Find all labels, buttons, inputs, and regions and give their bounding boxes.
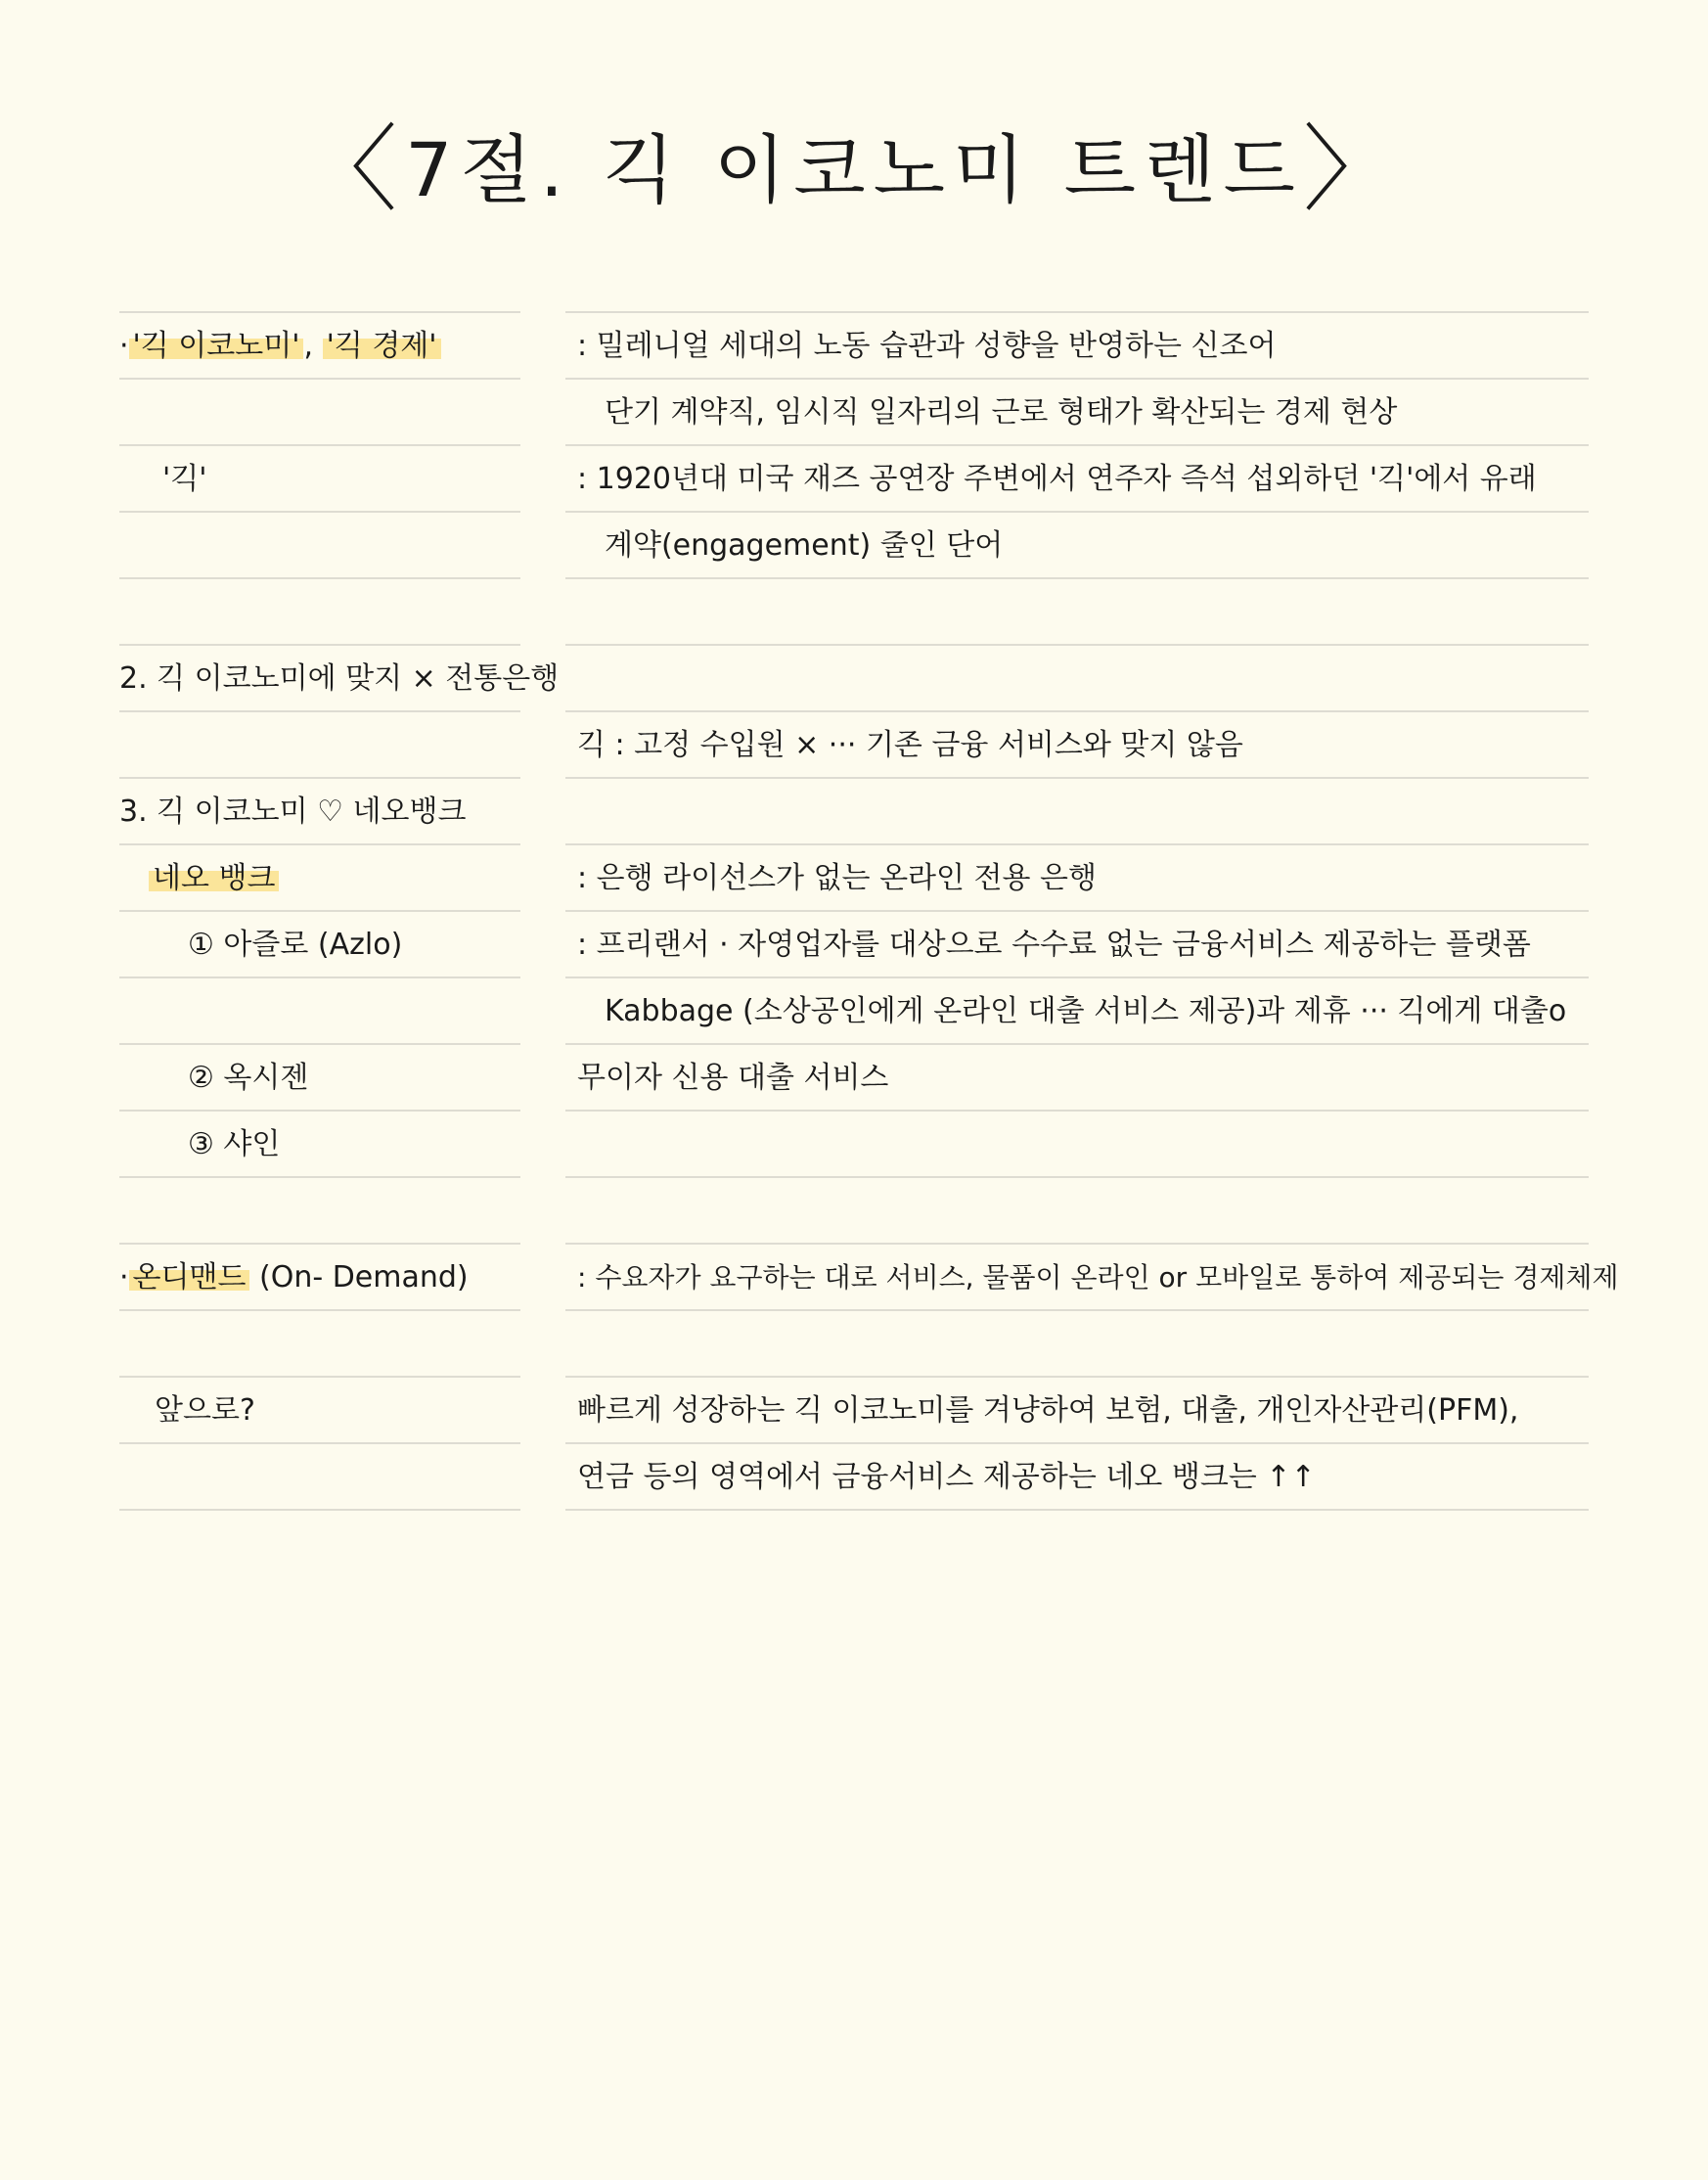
note-text: 긱 : 고정 수입원 × ··· 기존 금융 서비스와 맞지 않음 <box>577 728 1243 762</box>
note-text: : 밀레니얼 세대의 노동 습관과 성향을 반영하는 신조어 <box>577 329 1277 363</box>
note-label-future: 앞으로? <box>155 1393 255 1428</box>
note-label-oxygen: ② 옥시젠 <box>188 1061 309 1095</box>
note-text: : 프리랜서 · 자영업자를 대상으로 수수료 없는 금융서비스 제공하는 플랫폼 <box>577 928 1531 962</box>
ruled-line-right <box>565 644 1589 646</box>
note-text: : 수요자가 요구하는 대로 서비스, 물품이 온라인 or 모바일로 통하여 제공되는 경제체제 <box>577 1261 1619 1294</box>
note-text: 연금 등의 영역에서 금융서비스 제공하는 네오 뱅크는 ↑↑ <box>577 1460 1316 1494</box>
note-text: 계약(engagement) 줄인 단어 <box>605 528 1004 563</box>
note-text: 단기 계약직, 임시직 일자리의 근로 형태가 확산되는 경제 현상 <box>605 395 1398 430</box>
title-close-bracket: 〉 <box>1302 114 1405 224</box>
note-heading-2: 2. 긱 이코노미에 맞지 × 전통은행 <box>119 661 560 696</box>
highlight: 온디맨드 <box>129 1260 250 1294</box>
note-text: 무이자 신용 대출 서비스 <box>577 1061 889 1095</box>
title-text: 7절. 긱 이코노미 트렌드 <box>405 126 1303 213</box>
note-text: : 은행 라이선스가 없는 온라인 전용 은행 <box>577 861 1098 895</box>
note-label-shine: ③ 샤인 <box>188 1127 281 1161</box>
ruled-line-left <box>119 577 520 579</box>
note-label-neobank <box>119 845 569 912</box>
note-label-azlo: ① 아즐로 (Azlo) <box>188 928 403 962</box>
note-label-on-demand: · 온디맨드 (On- Demand) <box>119 1260 469 1294</box>
highlight: '긱 이코노미' <box>129 329 304 363</box>
note-heading-3: 3. 긱 이코노미 ♡ 네오뱅크 <box>119 795 467 829</box>
note-text: : 1920년대 미국 재즈 공연장 주변에서 연주자 즉석 섭외하던 '긱'에서 유래 <box>577 462 1537 496</box>
highlight: 네오 뱅크 <box>149 861 279 895</box>
note-text: 빠르게 성장하는 긱 이코노미를 겨냥하여 보험, 대출, 개인자산관리(PFM), <box>577 1393 1519 1428</box>
ruled-line-left <box>119 1509 520 1511</box>
highlight: '긱 경제' <box>323 329 441 363</box>
title-open-bracket: 〈 <box>303 114 406 224</box>
ruled-line-right <box>565 1176 1589 1178</box>
page-title <box>0 114 1708 224</box>
note-text: Kabbage (소상공인에게 온라인 대출 서비스 제공)과 제휴 ··· 긱에게 대출o <box>605 994 1567 1028</box>
note-label-gig: '긱' <box>162 462 207 496</box>
note-label-gig-economy: · '긱 이코노미' , '긱 경제' <box>119 313 540 380</box>
